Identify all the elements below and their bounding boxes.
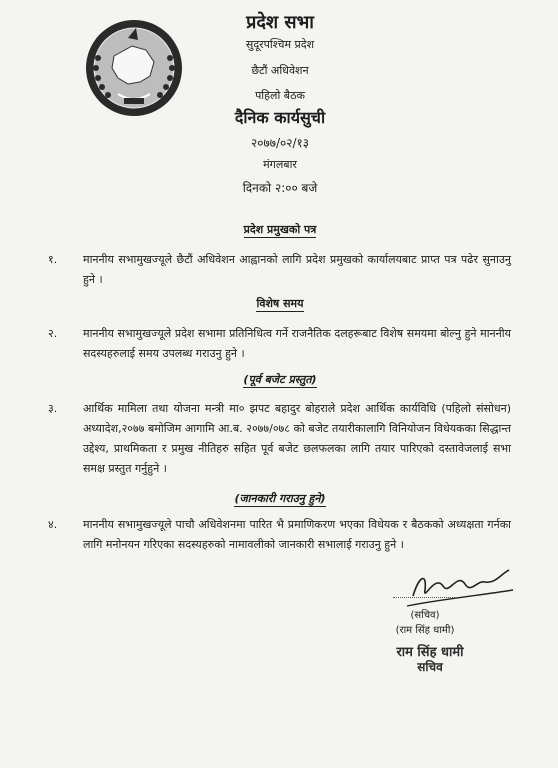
session-name: छैटौं अधिवेशन [251, 64, 309, 77]
item-number: १. [48, 253, 58, 266]
section-heading: प्रदेश प्रमुखको पत्र [243, 223, 317, 236]
page-title: प्रदेश सभा [246, 12, 314, 33]
section-heading: विशेष समय [256, 297, 304, 310]
signatory-name: (राम सिंह धामी) [395, 625, 455, 636]
item-number: ४. [48, 518, 58, 531]
item-number: २. [48, 327, 58, 340]
item-text: माननीय सभामुखज्यूले पाचौ अधिवेशनमा पारित भै प्रमाणिकरण भएका विधेयक र बैठकको अध्यक्षता गर्नका लागि मनोनयन गरिएका सदस्यहरुको नामावलीको जानकारी सभालाई गराउनु हुने । [83, 518, 511, 551]
stamp-role: सचिव [417, 660, 443, 674]
handwritten-signature [405, 566, 515, 612]
item-text: आर्थिक मामिला तथा योजना मन्त्री मा० झपट बहादुर बोहराले प्रदेश आर्थिक कार्यविधि (पहिलो संसोधन) अध्यादेश,२०७७ बमोजिम आगामि आ.ब. २०७७/०७८ को बजेट तयारीकालागि विनियोजन विधेयकका सिद्धान्त उद्देश्य, प्राथमिकता र प्रमुख नीतिहरु सहित पूर्व बजेट छलफलका लागि तयार पारिएको दस्तावेजलाई सभा समक्ष प्रस्तुत गर्नुहुने । [83, 402, 511, 475]
signatory-role: (सचिव) [410, 610, 440, 621]
province-name: सुदूरपश्चिम प्रदेश [245, 38, 315, 51]
item-number: ३. [48, 402, 58, 415]
agenda-day: मंगलबार [263, 158, 297, 171]
agenda-time: दिनको २:०० बजे [242, 181, 318, 195]
meeting-name: पहिलो बैठक [255, 89, 305, 102]
agenda-date: २०७७/०२/१३ [250, 136, 309, 150]
section-heading: (पूर्व बजेट प्रस्तुत) [243, 373, 317, 386]
item-text: माननीय सभामुखज्यूले छैटौं अधिवेशन आह्वानको लागि प्रदेश प्रमुखको कार्यालयबाट प्राप्त पत्र पढेर सुनाउनु हुने । [83, 253, 511, 286]
section-heading: (जानकारी गराउनु हुने) [234, 492, 326, 505]
agenda-title: दैनिक कार्यसुची [234, 108, 326, 127]
stamp-name: राम सिंह धामी [396, 645, 464, 660]
item-text: माननीय सभामुखज्यूले प्रदेश सभामा प्रतिनिधित्व गर्ने राजनैतिक दलहरूबाट विशेष समयमा बोल्नु हुने माननीय सदस्यहरुलाई समय उपलब्ध गराउनु हुने । [83, 327, 511, 360]
signature-line [393, 597, 455, 598]
provincial-seal-icon [84, 18, 184, 118]
